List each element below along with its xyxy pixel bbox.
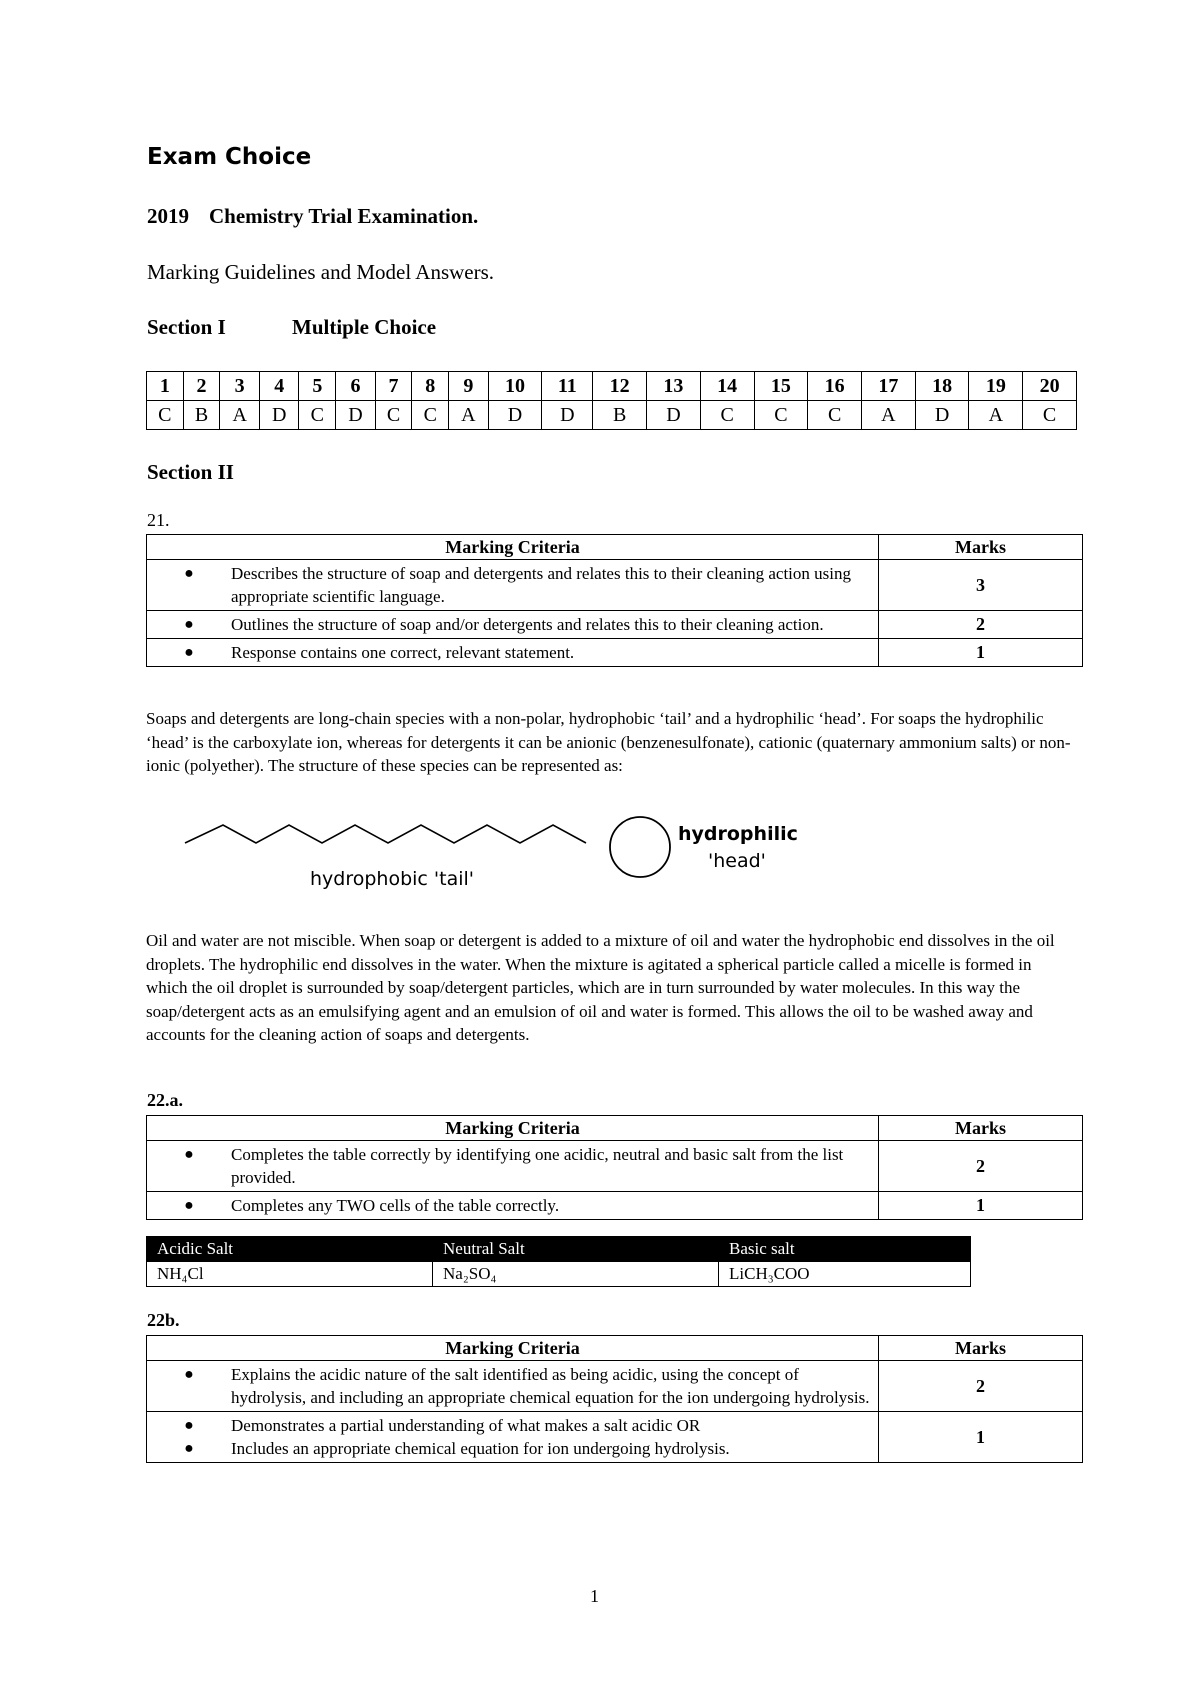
- section-1-heading: [147, 315, 436, 340]
- mc-answer: D: [915, 401, 969, 430]
- criteria-row: [147, 1412, 1083, 1463]
- neutral-salt-header: Neutral Salt: [433, 1237, 719, 1262]
- mc-number: 11: [542, 372, 593, 401]
- criteria-header-row: [147, 1336, 1083, 1361]
- mc-number: 6: [336, 372, 376, 401]
- page-number: 1: [590, 1586, 599, 1606]
- basic-salt-value: LiCH₃COO: [719, 1262, 971, 1287]
- bullet-icon: ●: [184, 616, 194, 633]
- q22b-marking-criteria-table: [146, 1335, 1083, 1463]
- q21-marking-criteria-table: [146, 534, 1083, 667]
- marks-header: Marks: [879, 535, 1083, 560]
- mc-number: 9: [449, 372, 489, 401]
- mc-answer: B: [593, 401, 647, 430]
- question-22a-number: 22.a.: [147, 1090, 183, 1110]
- criteria-header: Marking Criteria: [147, 535, 879, 560]
- mc-answer: D: [542, 401, 593, 430]
- bullet-icon: ●: [184, 565, 194, 582]
- criteria-row: [147, 639, 1083, 667]
- mc-answer: D: [488, 401, 542, 430]
- question-21-number: 21.: [147, 510, 170, 530]
- mc-answer: A: [861, 401, 915, 430]
- tail-label: hydrophobic 'tail': [310, 868, 475, 890]
- hydrophobic-tail-chain: [185, 825, 586, 843]
- head-label-line-1: hydrophilic: [678, 823, 798, 845]
- section-1-label: Section I: [147, 315, 226, 339]
- criteria-text: Completes the table correctly by identifying one acidic, neutral and basic salt from the list provided.: [231, 1145, 844, 1187]
- salt-classification-table: [146, 1236, 971, 1287]
- mc-number: 14: [700, 372, 754, 401]
- criteria-text: Response contains one correct, relevant statement.: [231, 643, 575, 662]
- mc-answer: D: [647, 401, 701, 430]
- mc-number: 4: [259, 372, 299, 401]
- q21-answer-paragraph-1: Soaps and detergents are long-chain species with a non-polar, hydrophobic ‘tail’ and a hydrophilic ‘head’. For soaps the hydrophilic ‘head’ is the carboxylate ion, whereas for detergents it can be anionic (benzenesulfonate), cationic (quaternary ammonium salts) or non-ionic (polyether). The structure of these species can be represented as:: [146, 709, 1071, 775]
- criteria-row: [147, 611, 1083, 639]
- criteria-marks: 2: [879, 1361, 1083, 1412]
- criteria-header: Marking Criteria: [147, 1116, 879, 1141]
- criteria-marks: 2: [879, 1141, 1083, 1192]
- criteria-marks: 1: [879, 1192, 1083, 1220]
- mc-number: 12: [593, 372, 647, 401]
- question-22b-number: 22b.: [147, 1310, 180, 1330]
- bullet-icon: ●: [184, 1440, 194, 1457]
- criteria-text: Includes an appropriate chemical equation for ion undergoing hydrolysis.: [231, 1439, 730, 1458]
- mc-number: 15: [754, 372, 808, 401]
- criteria-text: Demonstrates a partial understanding of what makes a salt acidic OR: [231, 1416, 701, 1435]
- mc-number: 7: [375, 372, 412, 401]
- mc-answer: C: [375, 401, 412, 430]
- criteria-marks: 1: [879, 639, 1083, 667]
- criteria-text: Completes any TWO cells of the table correctly.: [231, 1196, 560, 1215]
- criteria-text: Outlines the structure of soap and/or detergents and relates this to their cleaning action.: [231, 615, 824, 634]
- mc-answer: C: [1023, 401, 1077, 430]
- page-title: [147, 204, 478, 229]
- acidic-salt-value: NH₄Cl: [147, 1262, 433, 1287]
- mc-number: 10: [488, 372, 542, 401]
- question-number-row: [147, 372, 1077, 401]
- salt-header-row: [147, 1237, 971, 1262]
- section-2-heading: Section II: [147, 460, 234, 484]
- mc-answer: C: [299, 401, 336, 430]
- mc-answer: C: [808, 401, 862, 430]
- criteria-header-row: [147, 535, 1083, 560]
- marks-header: Marks: [879, 1336, 1083, 1361]
- mc-number: 1: [147, 372, 184, 401]
- mc-number: 20: [1023, 372, 1077, 401]
- mc-number: 13: [647, 372, 701, 401]
- mc-number: 19: [969, 372, 1023, 401]
- answer-row: [147, 401, 1077, 430]
- criteria-row: [147, 1192, 1083, 1220]
- bullet-icon: ●: [184, 644, 194, 661]
- basic-salt-header: Basic salt: [719, 1237, 971, 1262]
- bullet-icon: ●: [184, 1417, 194, 1434]
- criteria-header: Marking Criteria: [147, 1336, 879, 1361]
- mc-answer: C: [754, 401, 808, 430]
- criteria-row: [147, 560, 1083, 611]
- hydrophilic-head-circle: [610, 817, 670, 877]
- head-label-line-2: 'head': [708, 850, 766, 872]
- marks-header: Marks: [879, 1116, 1083, 1141]
- mc-number: 5: [299, 372, 336, 401]
- bullet-icon: ●: [184, 1366, 194, 1383]
- multiple-choice-answer-table: [146, 371, 1077, 430]
- q21-answer-paragraph-2: Oil and water are not miscible. When soap or detergent is added to a mixture of oil and water the hydrophobic end dissolves in the oil droplets. The hydrophilic end dissolves in the water. When the mixture is agitated a spherical particle called a micelle is formed in which the oil droplet is surrounded by soap/detergent particles, which are in turn surrounded by water molecules. In this way the soap/detergent acts as an emulsifying agent and an emulsion of oil and water is formed. This allows the oil to be washed away and accounts for the cleaning action of soaps and detergents.: [146, 931, 1055, 1044]
- mc-number: 3: [220, 372, 260, 401]
- section-1-name: Multiple Choice: [292, 315, 437, 339]
- mc-number: 17: [861, 372, 915, 401]
- mc-number: 16: [808, 372, 862, 401]
- criteria-header-row: [147, 1116, 1083, 1141]
- mc-answer: D: [336, 401, 376, 430]
- mc-answer: A: [449, 401, 489, 430]
- criteria-row: [147, 1141, 1083, 1192]
- criteria-marks: 3: [879, 560, 1083, 611]
- surfactant-structure-diagram: [180, 805, 800, 920]
- mc-number: 2: [183, 372, 220, 401]
- mc-answer: A: [969, 401, 1023, 430]
- criteria-marks: 1: [879, 1412, 1083, 1463]
- mc-answer: C: [412, 401, 449, 430]
- mc-answer: B: [183, 401, 220, 430]
- mc-answer: A: [220, 401, 260, 430]
- mc-answer: D: [259, 401, 299, 430]
- criteria-marks: 2: [879, 611, 1083, 639]
- mc-number: 18: [915, 372, 969, 401]
- bullet-icon: ●: [184, 1197, 194, 1214]
- criteria-row: [147, 1361, 1083, 1412]
- page-subtitle: Marking Guidelines and Model Answers.: [147, 260, 495, 284]
- brand-title: Exam Choice: [147, 144, 312, 170]
- neutral-salt-value: Na₂SO₄: [433, 1262, 719, 1287]
- q22a-marking-criteria-table: [146, 1115, 1083, 1220]
- salt-value-row: [147, 1262, 971, 1287]
- exam-year: 2019: [147, 204, 189, 228]
- mc-answer: C: [147, 401, 184, 430]
- bullet-icon: ●: [184, 1146, 194, 1163]
- exam-name: Chemistry Trial Examination.: [209, 204, 479, 228]
- mc-number: 8: [412, 372, 449, 401]
- acidic-salt-header: Acidic Salt: [147, 1237, 433, 1262]
- criteria-text: Describes the structure of soap and detergents and relates this to their cleaning action using appropriate scientific language.: [231, 564, 851, 606]
- criteria-text: Explains the acidic nature of the salt identified as being acidic, using the concept of hydrolysis, and including an appropriate chemical equation for the ion undergoing hydrolysis.: [231, 1365, 870, 1407]
- mc-answer: C: [700, 401, 754, 430]
